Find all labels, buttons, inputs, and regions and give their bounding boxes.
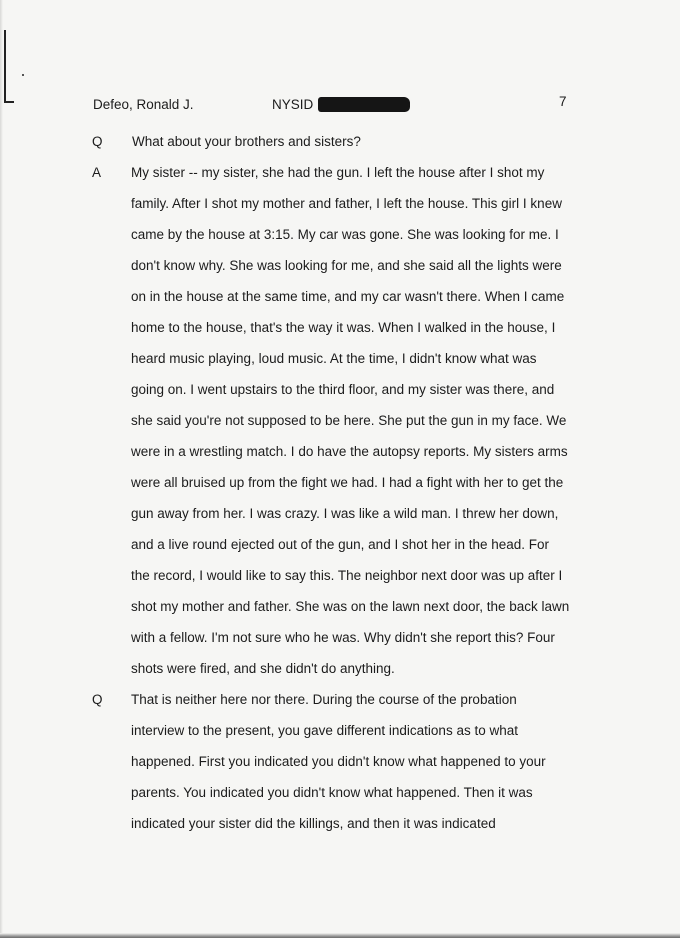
transcript-entry-question bbox=[0, 126, 680, 157]
subject-name: Defeo, Ronald J. bbox=[93, 97, 194, 112]
scan-corner-mark bbox=[4, 30, 6, 102]
answer-text: My sister -- my sister, she had the gun. I left the house after I shot my family. After I shot my mother and father, I left the house. This girl I knew came by the house at 3:15. My car was gone. She was looking for me. I don't know why. She was looking for me, and she said all the lights were on in the house at the same time, and my car wasn't there. When I came home to the house, that's the way it was. When I walked in the house, I heard music playing, loud music. At the time, I didn't know what was going on. I went upstairs to the third floor, and my sister was there, and she said you're not supposed to be here. She put the gun in my face. We were in a wrestling match. I do have the autopsy reports. My sisters arms were all bruised up from the fight we had. I had a fight with her to get the gun away from her. I was crazy. I was like a wild man. I threw her down, and a live round ejected out of the gun, and I shot her in the head. For the record, I would like to say this. The neighbor next door was up after I shot my mother and father. She was on the lawn next door, the back lawn with a fellow. I'm not sure who he was. Why didn't she report this? Four shots were fired, and she didn't do anything. bbox=[131, 165, 570, 676]
scan-bottom-edge bbox=[0, 933, 680, 938]
transcript-entry-answer bbox=[0, 157, 680, 684]
page-number: 7 bbox=[559, 94, 567, 109]
page-header bbox=[0, 94, 680, 116]
nysid-label: NYSID bbox=[272, 97, 314, 112]
speaker-label: A bbox=[92, 165, 102, 180]
speaker-label: Q bbox=[92, 692, 103, 707]
transcript-entry-question bbox=[0, 684, 680, 839]
transcript-body bbox=[0, 126, 680, 839]
question-text: That is neither here nor there. During the course of the probation interview to the present, you gave different indications as to what happened. First you indicated you didn't know what happened to your parents. You indicated you didn't know what happened. Then it was indicated your sister did the killings, and then it was indicated bbox=[131, 692, 546, 831]
question-text: What about your brothers and sisters? bbox=[132, 134, 361, 149]
scan-speck bbox=[22, 74, 24, 76]
speaker-label: Q bbox=[92, 134, 103, 149]
nysid-redaction bbox=[318, 97, 410, 112]
